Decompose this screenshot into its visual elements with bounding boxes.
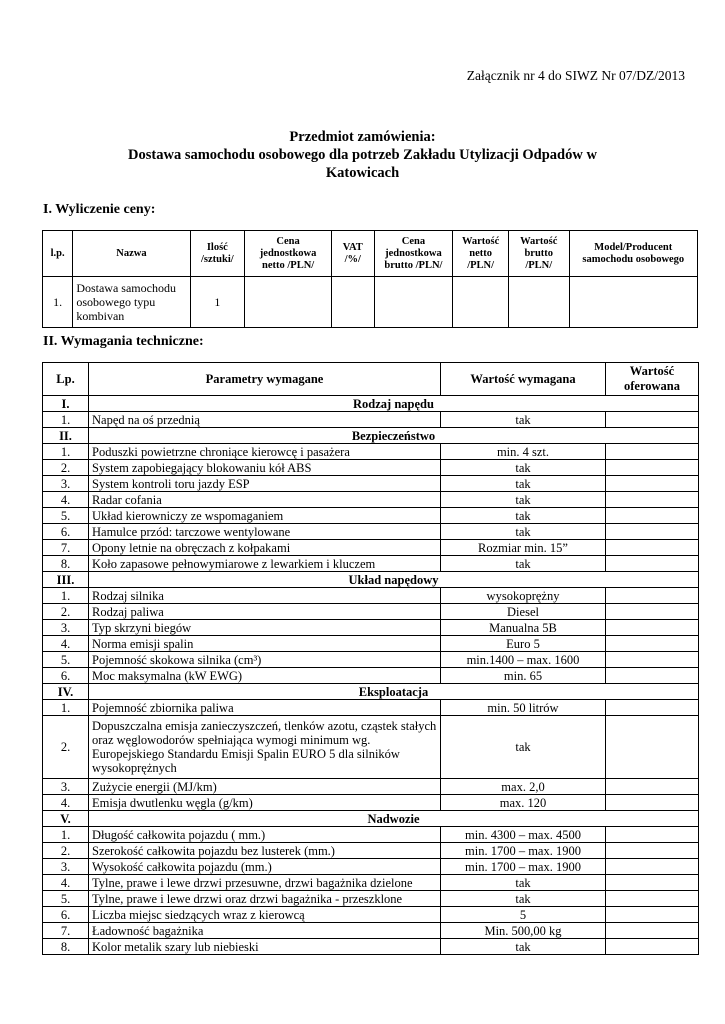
section-name: Eksploatacja (89, 684, 699, 700)
row-parameter: Rodzaj silnika (89, 588, 441, 604)
row-offered-value[interactable] (606, 540, 699, 556)
title-line-2: Dostawa samochodu osobowego dla potrzeb Zakładu Utylizacji Odpadów w (128, 147, 597, 163)
row-parameter: Wysokość całkowita pojazdu (mm.) (89, 859, 441, 875)
table-row (43, 508, 699, 524)
row-required-value: min. 50 litrów (441, 700, 606, 716)
price-cell-cena-netto[interactable] (245, 277, 332, 328)
row-parameter: Koło zapasowe pełnowymiarowe z lewarkiem i kluczem (89, 556, 441, 572)
row-parameter: Moc maksymalna (kW EWG) (89, 668, 441, 684)
section-row (43, 572, 699, 588)
row-required-value: tak (441, 412, 606, 428)
row-number: 7. (43, 923, 89, 939)
row-parameter: System zapobiegający blokowaniu kół ABS (89, 460, 441, 476)
title-line-3: Katowicach (325, 165, 400, 181)
price-cell-wartosc-netto[interactable] (453, 277, 509, 328)
table-row (43, 843, 699, 859)
row-number: 1. (43, 588, 89, 604)
table-row (43, 540, 699, 556)
row-required-value: wysokoprężny (441, 588, 606, 604)
row-offered-value[interactable] (606, 588, 699, 604)
row-required-value: Rozmiar min. 15” (441, 540, 606, 556)
row-offered-value[interactable] (606, 412, 699, 428)
row-required-value: tak (441, 476, 606, 492)
section-name: Nadwozie (89, 811, 699, 827)
row-required-value: Diesel (441, 604, 606, 620)
table-row (43, 907, 699, 923)
row-required-value: tak (441, 891, 606, 907)
row-offered-value[interactable] (606, 875, 699, 891)
document-title (0, 128, 725, 182)
row-parameter: Poduszki powietrzne chroniące kierowcę i pasażera (89, 444, 441, 460)
row-offered-value[interactable] (606, 939, 699, 955)
row-number: 2. (43, 604, 89, 620)
row-offered-value[interactable] (606, 716, 699, 779)
row-offered-value[interactable] (606, 891, 699, 907)
section-number: V. (43, 811, 89, 827)
annex-reference: Załącznik nr 4 do SIWZ Nr 07/DZ/2013 (466, 68, 685, 83)
row-number: 4. (43, 636, 89, 652)
row-offered-value[interactable] (606, 668, 699, 684)
row-required-value: min. 1700 – max. 1900 (441, 859, 606, 875)
price-table (42, 230, 698, 328)
row-required-value: min.1400 – max. 1600 (441, 652, 606, 668)
tech-header-offered: Wartość oferowana (606, 363, 699, 396)
row-required-value: Euro 5 (441, 636, 606, 652)
row-parameter: Pojemność skokowa silnika (cm³) (89, 652, 441, 668)
table-row (43, 668, 699, 684)
row-offered-value[interactable] (606, 923, 699, 939)
row-number: 6. (43, 907, 89, 923)
table-row (43, 859, 699, 875)
title-line-1: Przedmiot zamówienia: (289, 129, 436, 145)
row-parameter: Ładowność bagażnika (89, 923, 441, 939)
price-header-vat: VAT /%/ (332, 231, 374, 277)
price-header-row (43, 231, 698, 277)
table-row (43, 636, 699, 652)
row-number: 7. (43, 540, 89, 556)
price-header-lp: l.p. (43, 231, 73, 277)
section-name: Bezpieczeństwo (89, 428, 699, 444)
row-number: 4. (43, 795, 89, 811)
row-required-value: tak (441, 524, 606, 540)
row-offered-value[interactable] (606, 652, 699, 668)
price-row (43, 277, 698, 328)
row-number: 5. (43, 891, 89, 907)
row-offered-value[interactable] (606, 827, 699, 843)
row-offered-value[interactable] (606, 556, 699, 572)
table-row (43, 604, 699, 620)
row-number: 3. (43, 476, 89, 492)
row-number: 2. (43, 716, 89, 779)
section-tech-heading: II. Wymagania techniczne: (43, 334, 204, 349)
section-number: III. (43, 572, 89, 588)
row-required-value: Manualna 5B (441, 620, 606, 636)
tech-table (42, 362, 699, 955)
row-number: 2. (43, 460, 89, 476)
row-required-value: tak (441, 716, 606, 779)
row-required-value: tak (441, 508, 606, 524)
row-number: 4. (43, 492, 89, 508)
row-offered-value[interactable] (606, 476, 699, 492)
table-row (43, 939, 699, 955)
row-parameter: Emisja dwutlenku węgla (g/km) (89, 795, 441, 811)
row-number: 8. (43, 939, 89, 955)
section-row (43, 684, 699, 700)
row-number: 1. (43, 444, 89, 460)
row-parameter: Tylne, prawe i lewe drzwi oraz drzwi bagażnika - przeszklone (89, 891, 441, 907)
table-row (43, 620, 699, 636)
table-row (43, 875, 699, 891)
row-offered-value[interactable] (606, 843, 699, 859)
row-required-value: tak (441, 460, 606, 476)
table-row (43, 476, 699, 492)
section-row (43, 811, 699, 827)
row-number: 1. (43, 827, 89, 843)
tech-header-lp: Lp. (43, 363, 89, 396)
row-required-value: tak (441, 556, 606, 572)
row-offered-value[interactable] (606, 907, 699, 923)
row-number: 1. (43, 700, 89, 716)
table-row (43, 700, 699, 716)
price-cell-nazwa: Dostawa samochodu osobowego typu kombivan (73, 277, 190, 328)
row-offered-value[interactable] (606, 636, 699, 652)
table-row (43, 716, 699, 779)
section-name: Układ napędowy (89, 572, 699, 588)
row-offered-value[interactable] (606, 700, 699, 716)
section-number: IV. (43, 684, 89, 700)
price-cell-cena-brutto[interactable] (374, 277, 453, 328)
row-required-value: tak (441, 875, 606, 891)
tech-header-req: Wartość wymagana (441, 363, 606, 396)
row-number: 1. (43, 412, 89, 428)
price-header-wartosc-netto: Wartość netto /PLN/ (453, 231, 509, 277)
row-required-value: Min. 500,00 kg (441, 923, 606, 939)
price-header-ilosc: Ilość /sztuki/ (190, 231, 245, 277)
price-header-wartosc-brutto: Wartość brutto /PLN/ (508, 231, 569, 277)
row-number: 6. (43, 668, 89, 684)
price-cell-ilosc: 1 (190, 277, 245, 328)
row-required-value: 5 (441, 907, 606, 923)
price-cell-vat[interactable] (332, 277, 374, 328)
section-number: I. (43, 396, 89, 412)
table-row (43, 524, 699, 540)
row-number: 3. (43, 859, 89, 875)
row-required-value: min. 65 (441, 668, 606, 684)
row-offered-value[interactable] (606, 444, 699, 460)
price-header-cena-brutto: Cena jednostkowa brutto /PLN/ (374, 231, 453, 277)
table-row (43, 795, 699, 811)
row-parameter: Norma emisji spalin (89, 636, 441, 652)
section-row (43, 428, 699, 444)
row-parameter: Rodzaj paliwa (89, 604, 441, 620)
price-header-model: Model/Producent samochodu osobowego (569, 231, 697, 277)
row-parameter: Długość całkowita pojazdu ( mm.) (89, 827, 441, 843)
table-row (43, 556, 699, 572)
row-number: 4. (43, 875, 89, 891)
table-row (43, 444, 699, 460)
row-required-value: min. 4 szt. (441, 444, 606, 460)
row-parameter: Liczba miejsc siedzących wraz z kierowcą (89, 907, 441, 923)
row-offered-value[interactable] (606, 460, 699, 476)
price-cell-lp: 1. (43, 277, 73, 328)
row-required-value: max. 120 (441, 795, 606, 811)
row-number: 8. (43, 556, 89, 572)
table-row (43, 652, 699, 668)
row-parameter: Układ kierowniczy ze wspomaganiem (89, 508, 441, 524)
price-header-cena-netto: Cena jednostkowa netto /PLN/ (245, 231, 332, 277)
table-row (43, 460, 699, 476)
row-number: 5. (43, 508, 89, 524)
row-required-value: tak (441, 492, 606, 508)
row-offered-value[interactable] (606, 795, 699, 811)
row-number: 5. (43, 652, 89, 668)
row-parameter: Szerokość całkowita pojazdu bez lusterek (mm.) (89, 843, 441, 859)
row-parameter: Radar cofania (89, 492, 441, 508)
row-parameter: Kolor metalik szary lub niebieski (89, 939, 441, 955)
row-parameter: Opony letnie na obręczach z kołpakami (89, 540, 441, 556)
section-price-heading: I. Wyliczenie ceny: (43, 202, 156, 217)
table-row (43, 588, 699, 604)
row-offered-value[interactable] (606, 620, 699, 636)
price-header-nazwa: Nazwa (73, 231, 190, 277)
section-name: Rodzaj napędu (89, 396, 699, 412)
row-parameter: Pojemność zbiornika paliwa (89, 700, 441, 716)
price-cell-model[interactable] (569, 277, 697, 328)
row-number: 3. (43, 779, 89, 795)
section-row (43, 396, 699, 412)
tech-header-row (43, 363, 699, 396)
table-row (43, 827, 699, 843)
row-offered-value[interactable] (606, 604, 699, 620)
row-parameter: Dopuszczalna emisja zanieczyszczeń, tlenków azotu, cząstek stałych oraz węglowodorów spełniająca wymogi minimum wg. Europejskiego Standardu Emisji Spalin EURO 5 dla silników wysokoprężnych (89, 716, 441, 779)
row-required-value: min. 4300 – max. 4500 (441, 827, 606, 843)
row-offered-value[interactable] (606, 524, 699, 540)
table-row (43, 891, 699, 907)
row-number: 6. (43, 524, 89, 540)
row-parameter: System kontroli toru jazdy ESP (89, 476, 441, 492)
row-number: 3. (43, 620, 89, 636)
row-offered-value[interactable] (606, 508, 699, 524)
table-row (43, 492, 699, 508)
row-offered-value[interactable] (606, 859, 699, 875)
table-row (43, 779, 699, 795)
section-number: II. (43, 428, 89, 444)
row-offered-value[interactable] (606, 492, 699, 508)
row-parameter: Typ skrzyni biegów (89, 620, 441, 636)
table-row (43, 923, 699, 939)
table-row (43, 412, 699, 428)
row-parameter: Hamulce przód: tarczowe wentylowane (89, 524, 441, 540)
tech-header-param: Parametry wymagane (89, 363, 441, 396)
row-parameter: Napęd na oś przednią (89, 412, 441, 428)
row-number: 2. (43, 843, 89, 859)
row-parameter: Zużycie energii (MJ/km) (89, 779, 441, 795)
row-required-value: min. 1700 – max. 1900 (441, 843, 606, 859)
row-offered-value[interactable] (606, 779, 699, 795)
price-cell-wartosc-brutto[interactable] (508, 277, 569, 328)
row-required-value: max. 2,0 (441, 779, 606, 795)
row-required-value: tak (441, 939, 606, 955)
row-parameter: Tylne, prawe i lewe drzwi przesuwne, drzwi bagażnika dzielone (89, 875, 441, 891)
